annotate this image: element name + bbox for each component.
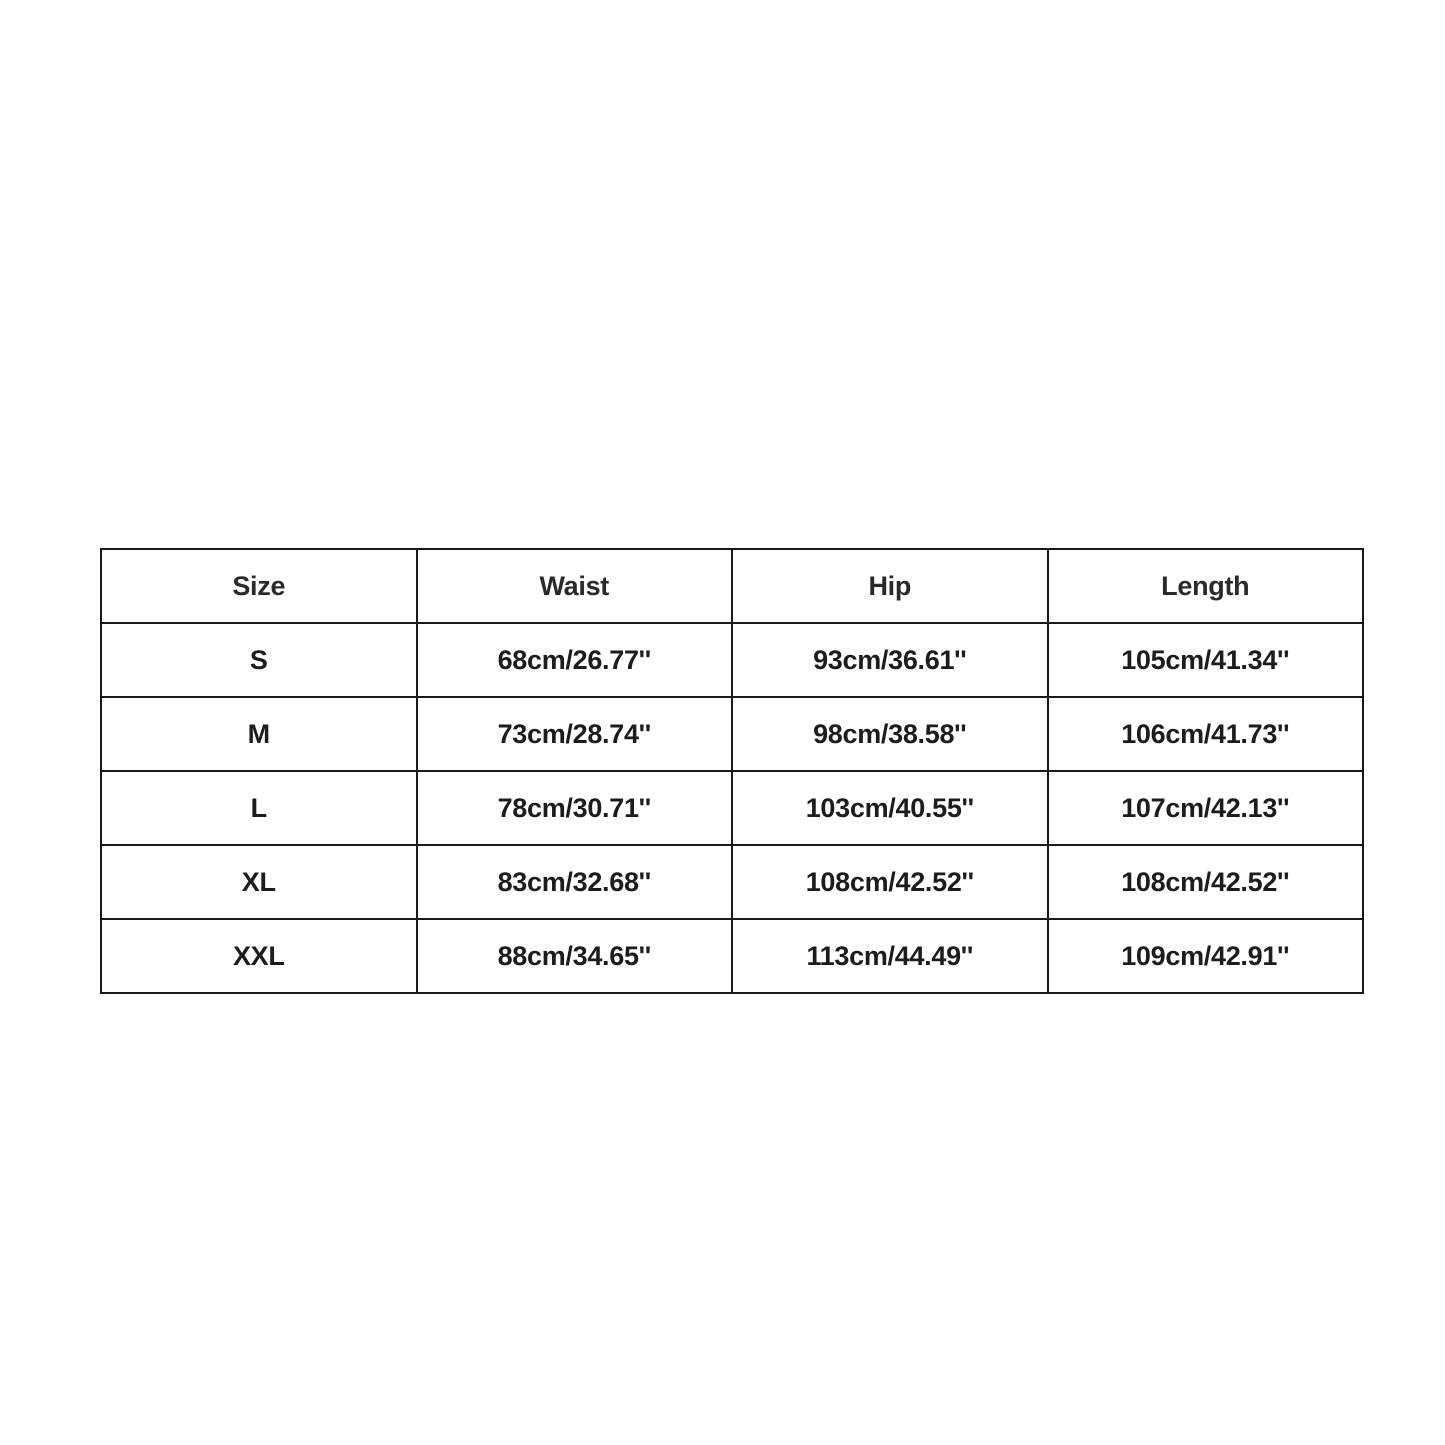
cell-length: 106cm/41.73'' (1048, 697, 1364, 771)
cell-size: XXL (101, 919, 417, 993)
header-size: Size (101, 549, 417, 623)
cell-length: 105cm/41.34'' (1048, 623, 1364, 697)
cell-waist: 68cm/26.77'' (417, 623, 733, 697)
cell-size: XL (101, 845, 417, 919)
cell-length: 108cm/42.52'' (1048, 845, 1364, 919)
size-chart-table (100, 548, 1364, 994)
cell-waist: 73cm/28.74'' (417, 697, 733, 771)
cell-hip: 113cm/44.49'' (732, 919, 1048, 993)
cell-waist: 83cm/32.68'' (417, 845, 733, 919)
table-row (101, 771, 1363, 845)
header-length: Length (1048, 549, 1364, 623)
cell-size: S (101, 623, 417, 697)
table-row (101, 919, 1363, 993)
cell-hip: 98cm/38.58'' (732, 697, 1048, 771)
table-header-row (101, 549, 1363, 623)
table-row (101, 845, 1363, 919)
table-row (101, 623, 1363, 697)
cell-waist: 78cm/30.71'' (417, 771, 733, 845)
table-row (101, 697, 1363, 771)
header-hip: Hip (732, 549, 1048, 623)
cell-length: 107cm/42.13'' (1048, 771, 1364, 845)
cell-hip: 93cm/36.61'' (732, 623, 1048, 697)
cell-hip: 103cm/40.55'' (732, 771, 1048, 845)
cell-size: M (101, 697, 417, 771)
cell-length: 109cm/42.91'' (1048, 919, 1364, 993)
cell-size: L (101, 771, 417, 845)
cell-hip: 108cm/42.52'' (732, 845, 1048, 919)
cell-waist: 88cm/34.65'' (417, 919, 733, 993)
header-waist: Waist (417, 549, 733, 623)
